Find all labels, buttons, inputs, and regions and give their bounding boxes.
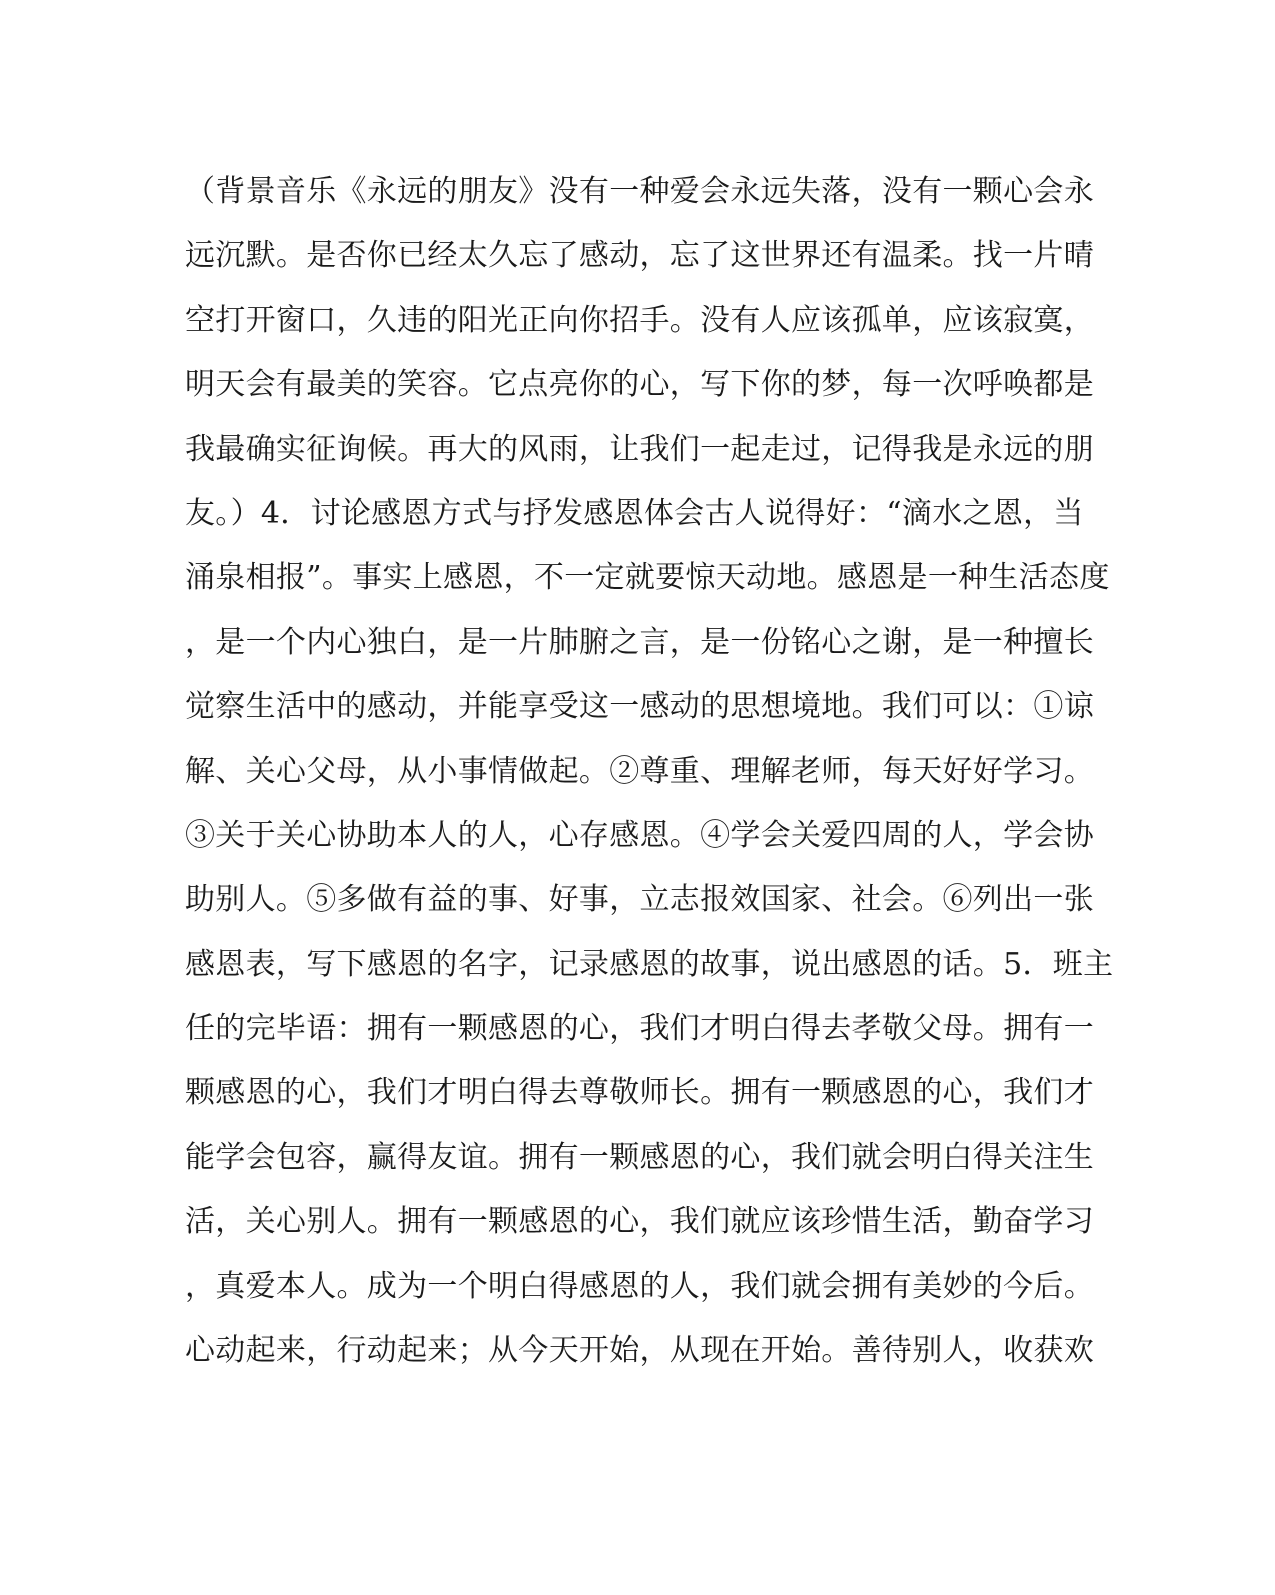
text-line: ，真爱本人。成为一个明白得感恩的人，我们就会拥有美妙的今后。 (185, 1268, 1094, 1304)
text-line: 我最确实征询候。再大的风雨，让我们一起走过，记得我是永远的朋 (185, 431, 1094, 467)
text-line: 助别人。⑤多做有益的事、好事，立志报效国家、社会。⑥列出一张 (185, 882, 1094, 918)
text-line: 空打开窗口，久违的阳光正向你招手。没有人应该孤单，应该寂寞， (185, 302, 1094, 338)
text-line: 觉察生活中的感动，并能享受这一感动的思想境地。我们可以：①谅 (185, 689, 1094, 725)
text-line: 友。）4．讨论感恩方式与抒发感恩体会古人说得好：“滴水之恩，当 (185, 495, 1084, 531)
text-line: ③关于关心协助本人的人，心存感恩。④学会关爱四周的人，学会协 (185, 817, 1094, 853)
text-line: 远沉默。是否你已经太久忘了感动，忘了这世界还有温柔。找一片晴 (185, 238, 1094, 274)
text-line: 解、关心父母，从小事情做起。②尊重、理解老师，每天好好学习。 (185, 753, 1094, 789)
text-line: 感恩表，写下感恩的名字，记录感恩的故事，说出感恩的话。5．班主 (185, 946, 1114, 982)
text-line: 活，关心别人。拥有一颗感恩的心，我们就应该珍惜生活，勤奋学习 (185, 1204, 1094, 1240)
text-line: 涌泉相报”。事实上感恩，不一定就要惊天动地。感恩是一种生活态度 (185, 560, 1110, 596)
text-line: 任的完毕语：拥有一颗感恩的心，我们才明白得去孝敬父母。拥有一 (185, 1011, 1094, 1047)
text-line: 心动起来，行动起来；从今天开始，从现在开始。善待别人，收获欢 (185, 1333, 1094, 1369)
text-line: （背景音乐《永远的朋友》没有一种爱会永远失落，没有一颗心会永 (185, 174, 1094, 209)
text-line: 颗感恩的心，我们才明白得去尊敬师长。拥有一颗感恩的心，我们才 (185, 1075, 1094, 1111)
body-text (185, 160, 1114, 1383)
text-line: 明天会有最美的笑容。它点亮你的心，写下你的梦，每一次呼唤都是 (185, 367, 1094, 403)
text-line: 能学会包容，赢得友谊。拥有一颗感恩的心，我们就会明白得关注生 (185, 1139, 1094, 1175)
text-line: ，是一个内心独白，是一片肺腑之言，是一份铭心之谢，是一种擅长 (185, 624, 1094, 660)
